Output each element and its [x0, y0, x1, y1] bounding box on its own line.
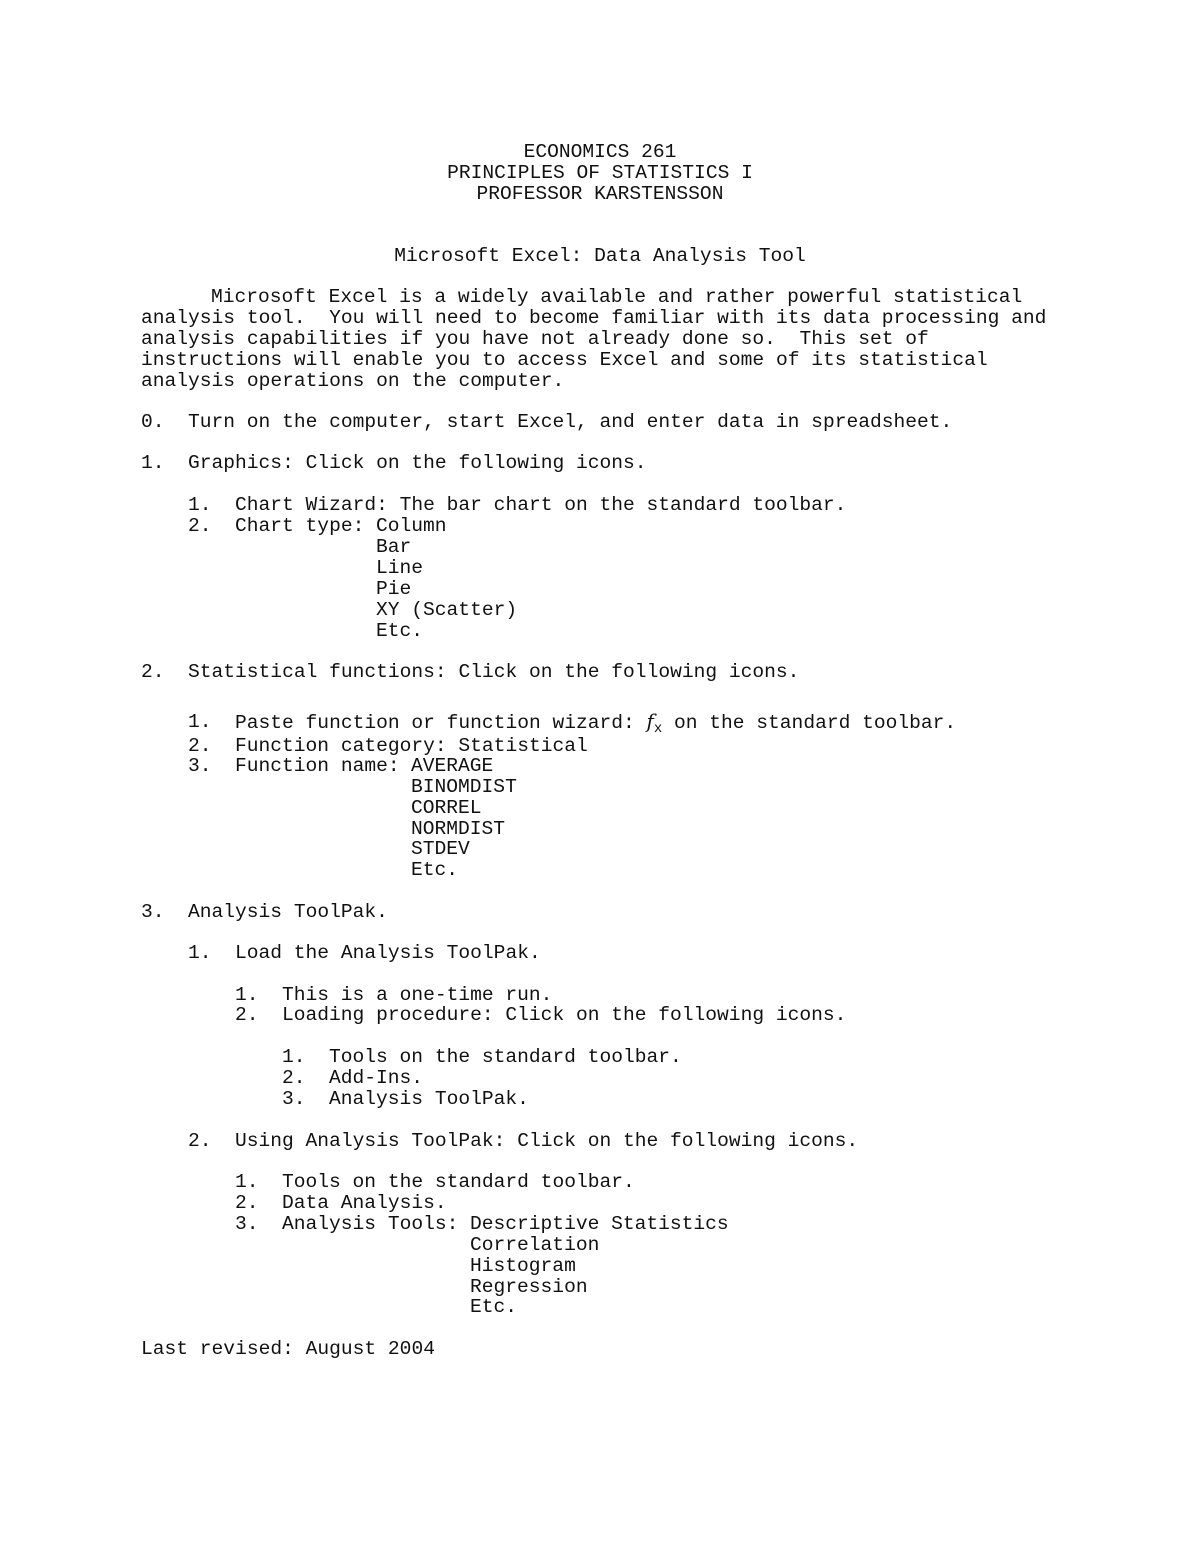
- analysis-tools-label: Analysis Tools:: [282, 1213, 471, 1235]
- step-3-sub-1-number: 1.: [188, 942, 212, 964]
- intro-line: analysis tool. You will need to become familiar with its data processing and: [141, 307, 1047, 329]
- step-2-sub-2-number: 2.: [188, 735, 212, 757]
- step-2-sub-3-number: 3.: [188, 755, 212, 777]
- function-name-label: Function name:: [235, 755, 412, 777]
- intro-line: Microsoft Excel is a widely available and rather powerful statistical: [211, 286, 1023, 308]
- last-revised: Last revised: August 2004: [141, 1338, 435, 1360]
- step-1-number: 1.: [141, 452, 165, 474]
- chart-type-option: XY (Scatter): [376, 599, 518, 621]
- analysis-tool-option: Correlation: [470, 1234, 600, 1256]
- procedure-item-text: Add-Ins.: [329, 1067, 424, 1089]
- step-0-text: Turn on the computer, start Excel, and enter data in spreadsheet.: [188, 411, 953, 433]
- using-item-number: 3.: [235, 1213, 259, 1235]
- chart-type-option: Bar: [376, 536, 412, 558]
- professor-name: PROFESSOR KARSTENSSON: [476, 183, 724, 205]
- step-3-sub-2-number: 2.: [188, 1130, 212, 1152]
- step-3-text: Analysis ToolPak.: [188, 901, 388, 923]
- document-title: Microsoft Excel: Data Analysis Tool: [394, 245, 806, 267]
- analysis-tool-option: Etc.: [470, 1296, 518, 1318]
- procedure-item-number: 3.: [282, 1088, 306, 1110]
- step-1-sub-1-number: 1.: [188, 494, 212, 516]
- procedure-item-number: 1.: [282, 1046, 306, 1068]
- step-2-sub-2-text: Function category: Statistical: [235, 735, 588, 757]
- using-item-number: 2.: [235, 1192, 259, 1214]
- function-name-option: Etc.: [411, 859, 459, 881]
- using-item-text: Tools on the standard toolbar.: [282, 1171, 635, 1193]
- chart-type-option: Etc.: [376, 620, 424, 642]
- procedure-item-text: Tools on the standard toolbar.: [329, 1046, 682, 1068]
- load-item-text: This is a one-time run.: [282, 984, 553, 1006]
- using-item-text: Data Analysis.: [282, 1192, 447, 1214]
- fx-text-before: Paste function or function wizard:: [235, 712, 647, 734]
- step-1-sub-2-number: 2.: [188, 515, 212, 537]
- step-3-sub-1-text: Load the Analysis ToolPak.: [235, 942, 541, 964]
- load-item-text: Loading procedure: Click on the following icons.: [282, 1004, 847, 1026]
- step-1-sub-1-text: Chart Wizard: The bar chart on the standard toolbar.: [235, 494, 847, 516]
- chart-type-option: Column: [376, 515, 447, 537]
- step-2-number: 2.: [141, 661, 165, 683]
- fx-text-after: on the standard toolbar.: [662, 712, 957, 734]
- intro-line: analysis capabilities if you have not already done so. This set of: [141, 328, 929, 350]
- step-3-number: 3.: [141, 901, 165, 923]
- course-title: PRINCIPLES OF STATISTICS I: [447, 162, 753, 184]
- course-number: ECONOMICS 261: [523, 141, 677, 163]
- using-item-number: 1.: [235, 1171, 259, 1193]
- function-name-option: CORREL: [411, 797, 482, 819]
- function-name-option: BINOMDIST: [411, 776, 517, 798]
- analysis-tool-option: Regression: [470, 1276, 588, 1298]
- analysis-tool-option: Histogram: [470, 1255, 576, 1277]
- step-2-sub-1-number: 1.: [188, 711, 212, 733]
- function-name-option: STDEV: [411, 838, 470, 860]
- fx-icon: $f_x$: [646, 710, 663, 737]
- intro-line: instructions will enable you to access Excel and some of its statistical: [141, 349, 988, 371]
- load-item-number: 1.: [235, 984, 259, 1006]
- step-0-number: 0.: [141, 411, 165, 433]
- chart-type-option: Line: [376, 557, 424, 579]
- step-3-sub-2-text: Using Analysis ToolPak: Click on the following icons.: [235, 1130, 859, 1152]
- step-1-text: Graphics: Click on the following icons.: [188, 452, 647, 474]
- load-item-number: 2.: [235, 1004, 259, 1026]
- analysis-tool-option: Descriptive Statistics: [470, 1213, 729, 1235]
- intro-line: analysis operations on the computer.: [141, 370, 565, 392]
- function-name-option: AVERAGE: [411, 755, 494, 777]
- procedure-item-number: 2.: [282, 1067, 306, 1089]
- chart-type-label: Chart type:: [235, 515, 377, 537]
- step-2-text: Statistical functions: Click on the following icons.: [188, 661, 800, 683]
- chart-type-option: Pie: [376, 578, 412, 600]
- procedure-item-text: Analysis ToolPak.: [329, 1088, 529, 1110]
- function-name-option: NORMDIST: [411, 818, 506, 840]
